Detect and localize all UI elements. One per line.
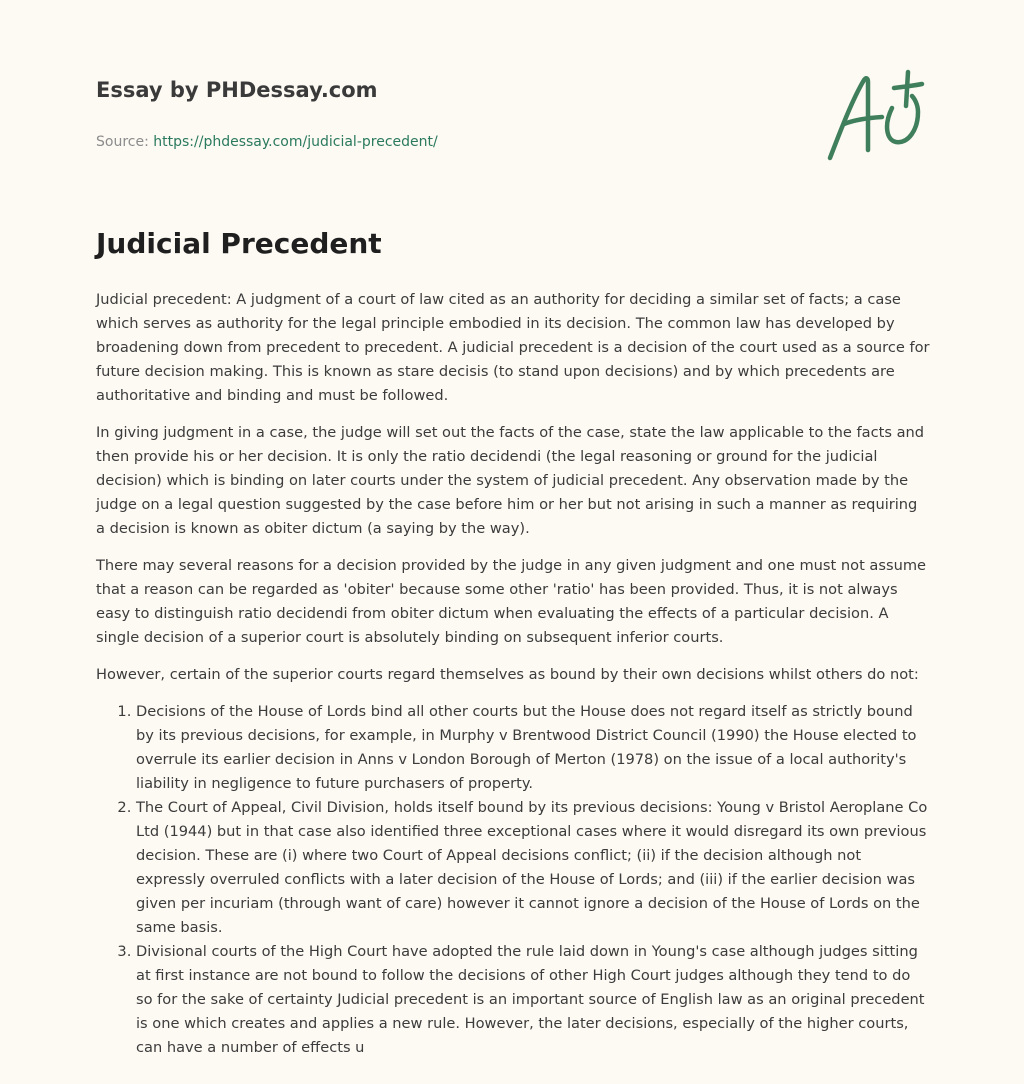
- paragraph: There may several reasons for a decision provided by the judge in any given judgment and one must not assume that a reason can be regarded as 'obiter' because some other 'ratio' has been provided. Thus, it is not always easy to distinguish ratio decidendi from obiter dictum when evaluating the effects of a particular decision. A single decision of a superior court is absolutely binding on subsequent inferior courts.: [96, 557, 927, 646]
- list-item: 2. The Court of Appeal, Civil Division, holds itself bound by its previous decisions: Young v Bristol Aeroplane Co Ltd (1944) but in that case also identified three exceptional cases where it would disregard its own previous decision. These are (i) where two Court of Appeal decisions conflict; (ii) if the decision although not expressly overruled conflicts with a later decision of the House of Lords; and (iii) if the earlier decision was given per incuriam (through want of care) however it cannot ignore a decision of the House of Lords on the same basis.: [136, 796, 930, 940]
- list-item: 1. Decisions of the House of Lords bind all other courts but the House does not regard itself as strictly bound by its previous decisions, for example, in Murphy v Brentwood District Council (1990) the House elected to overrule its earlier decision in Anns v London Borough of Merton (1978) on the issue of a local authority's liability in negligence to future purchasers of property.: [136, 700, 930, 796]
- site-brand: Essay by PHDessay.com: [96, 78, 378, 102]
- paragraph: Judicial precedent: A judgment of a court of law cited as an authority for deciding a similar set of facts; a case which serves as authority for the legal principle embodied in its decision. The common law has developed by broadening down from precedent to precedent. A judicial precedent is a decision of the court used as a source for future decision making. This is known as stare decisis (to stand upon decisions) and by which precedents are authoritative and binding and must be followed.: [96, 291, 930, 404]
- article-title: Judicial Precedent: [96, 227, 382, 260]
- source-label: Source:: [96, 134, 154, 150]
- list-item: 3. Divisional courts of the High Court have adopted the rule laid down in Young's case although judges sitting at first instance are not bound to follow the decisions of other High Court judges although they tend to do so for the sake of certainty Judicial precedent is an important source of English law as an original precedent is one which creates and applies a new rule. However, the later decisions, especially of the higher courts, can have a number of effects u: [136, 940, 930, 1060]
- source-line: [96, 132, 796, 152]
- source-link[interactable]: https://phdessay.com/judicial-precedent/: [153, 134, 438, 150]
- page-header: [96, 76, 796, 152]
- paragraph: However, certain of the superior courts regard themselves as bound by their own decisions whilst others do not:: [96, 666, 919, 683]
- article: [96, 224, 930, 1060]
- paragraph: In giving judgment in a case, the judge will set out the facts of the case, state the law applicable to the facts and then provide his or her decision. It is only the ratio decidendi (the legal reasoning or ground for the judicial decision) which is binding on later courts under the system of judicial precedent. Any observation made by the judge on a legal question suggested by the case before him or her but not arising in such a manner as requiring a decision is known as obiter dictum (a saying by the way).: [96, 424, 925, 537]
- a-plus-grade-icon: [822, 66, 930, 164]
- ordered-list: [96, 700, 930, 1060]
